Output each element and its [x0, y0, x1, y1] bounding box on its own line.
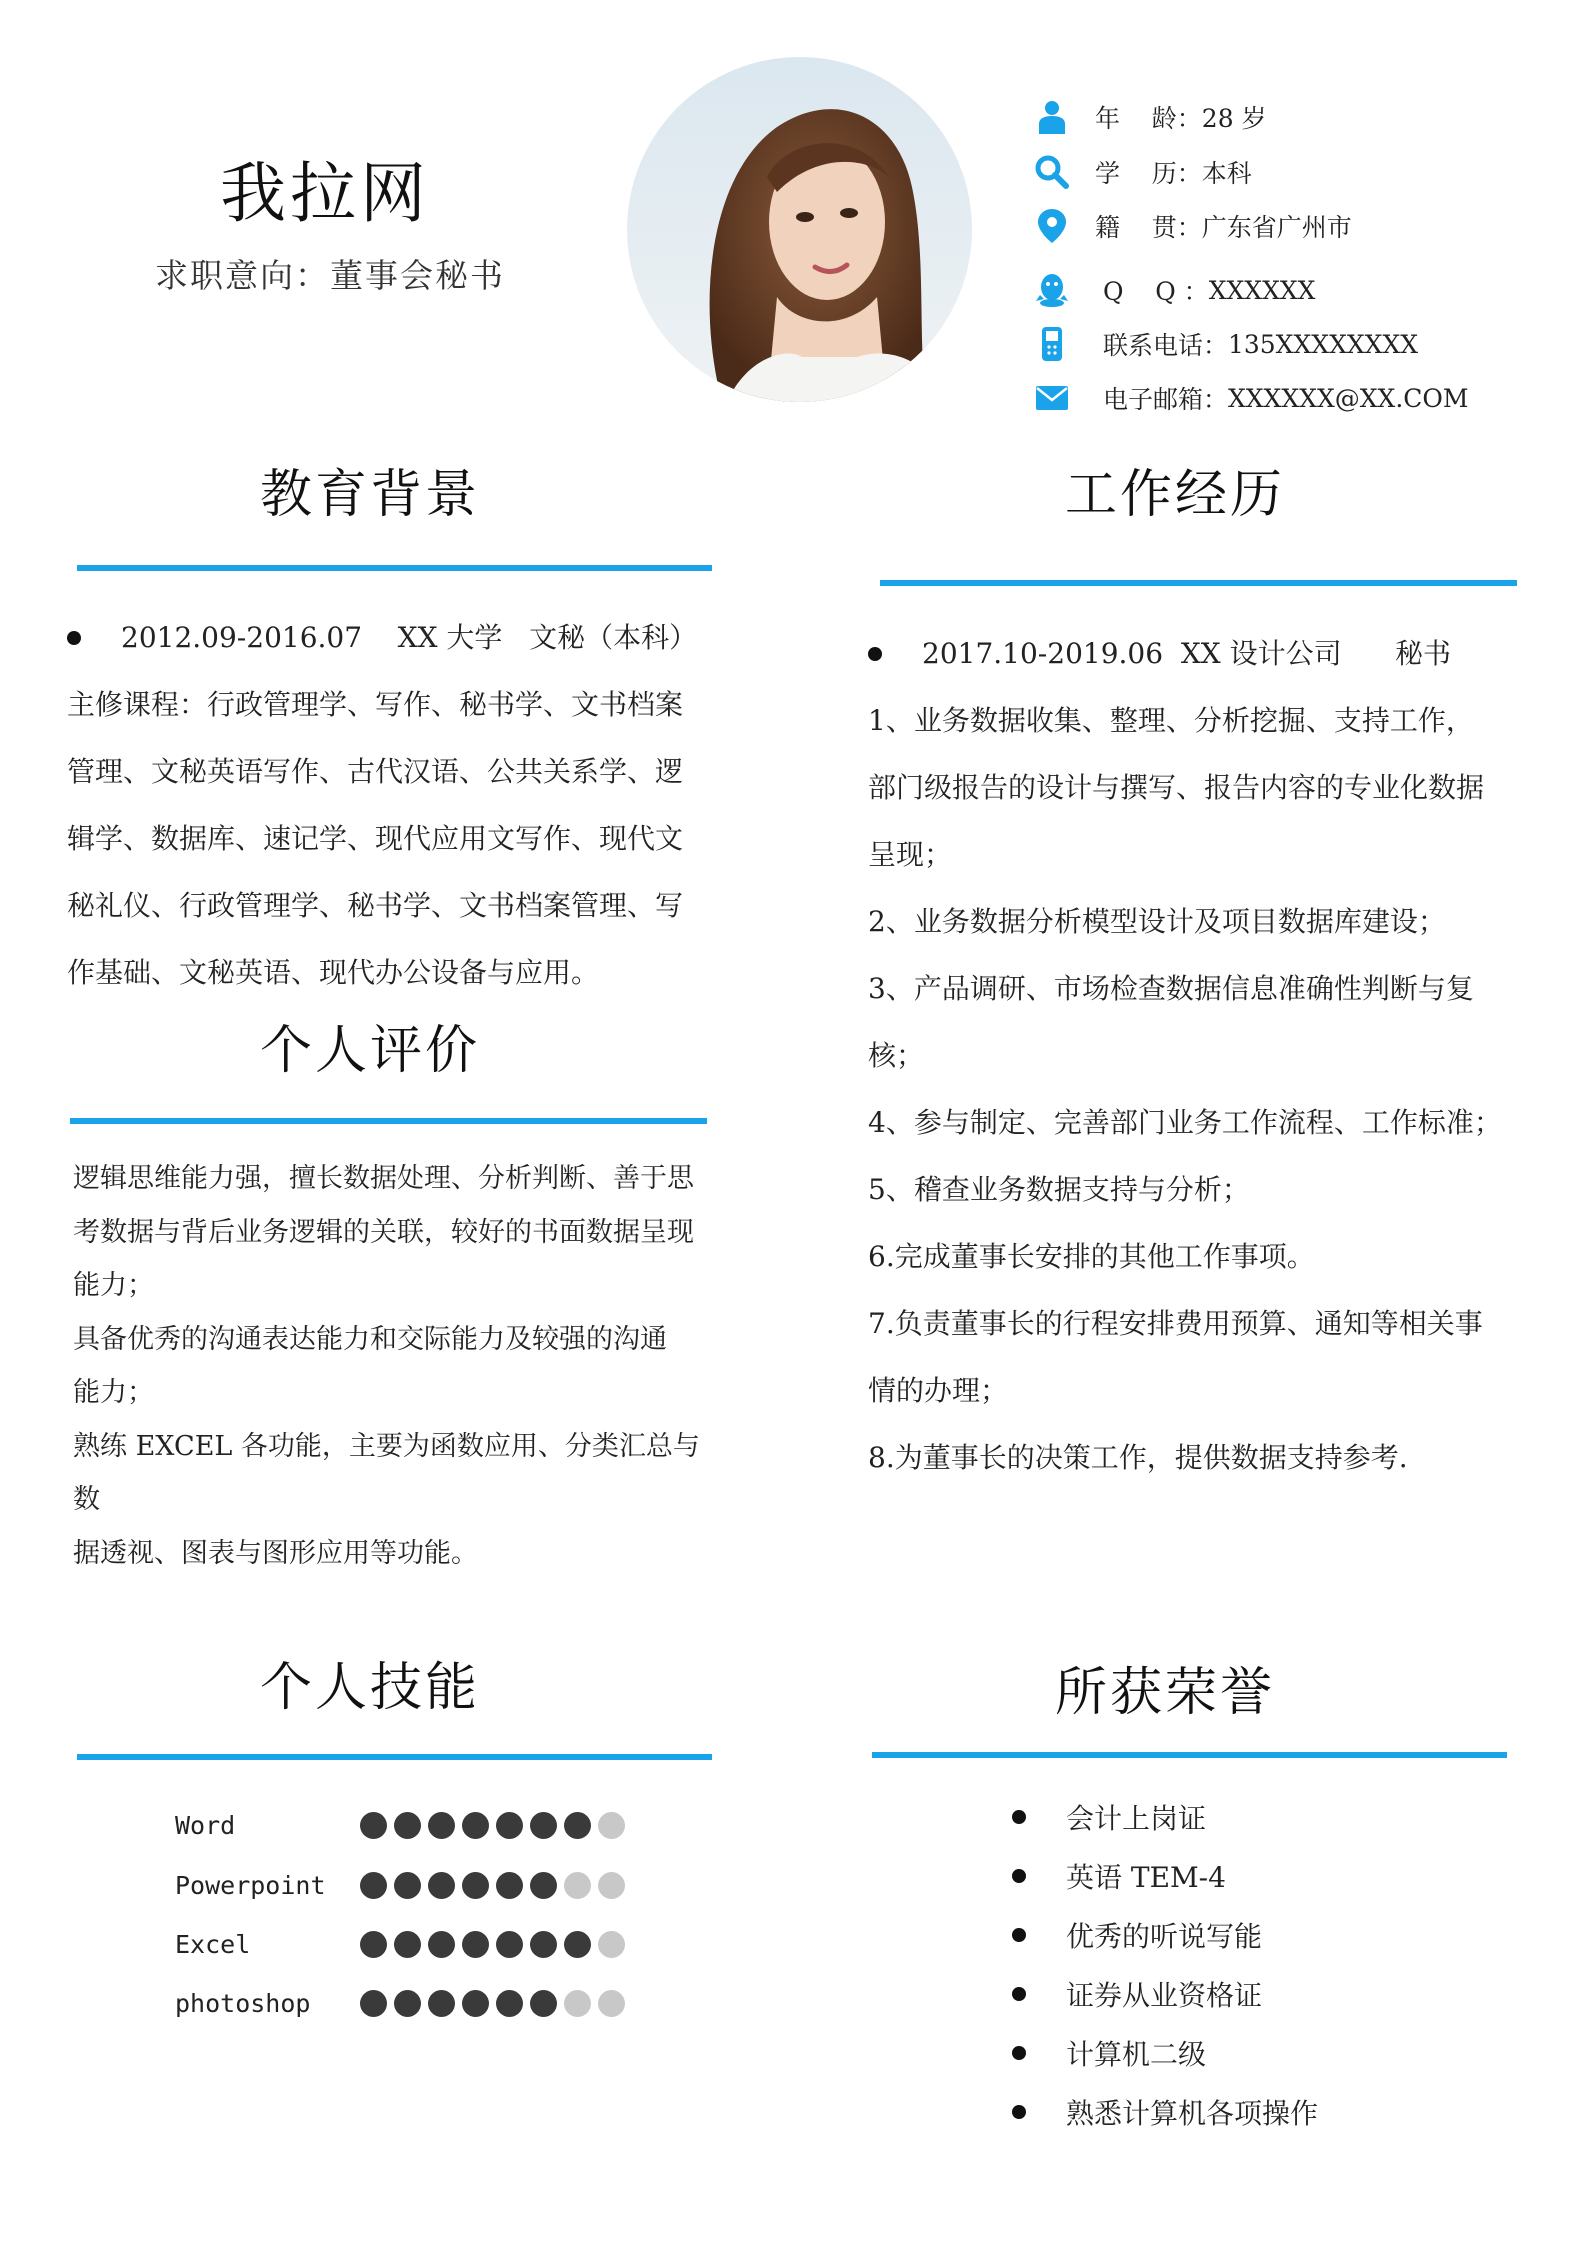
rating-dot-filled: [462, 1812, 489, 1839]
envelope-icon: [1035, 381, 1069, 415]
info-label: 电子邮箱：: [1095, 385, 1228, 414]
rating-dot-filled: [564, 1931, 591, 1958]
candidate-name: 我拉网: [220, 155, 430, 232]
info-value: 广东省广州市: [1201, 213, 1352, 242]
rating-dot-filled: [530, 1990, 557, 2017]
person-icon: [1035, 100, 1069, 134]
honor-text: 证券从业资格证: [1066, 1979, 1263, 2012]
evaluation-line: 逻辑思维能力强，擅长数据处理、分析判断、善于思: [73, 1163, 694, 1194]
rating-dot-empty: [564, 1990, 591, 2017]
info-email: [1035, 378, 1469, 418]
education-line: 管理、文秘英语写作、古代汉语、公共关系学、逻: [67, 755, 684, 788]
rating-dot-filled: [564, 1812, 591, 1839]
work-line: 核；: [868, 1039, 925, 1072]
bullet-dot: [1012, 2046, 1026, 2060]
work-entry: [868, 620, 1528, 687]
rating-dot-filled: [394, 1872, 421, 1899]
work-line: 部门级报告的设计与撰写、报告内容的专业化数据: [868, 771, 1485, 804]
work-title: 工作经历: [1064, 465, 1285, 525]
qq-icon: [1035, 273, 1069, 307]
work-line: 3、产品调研、市场检查数据信息准确性判断与复: [868, 972, 1474, 1005]
info-value: XXXXXX: [1208, 275, 1316, 305]
info-value: 135XXXXXXXX: [1227, 329, 1419, 359]
info-label: 联系电话：: [1095, 331, 1228, 360]
rating-dot-filled: [530, 1812, 557, 1839]
skill-name: Powerpoint: [175, 1870, 326, 1900]
rating-dot-filled: [428, 1812, 455, 1839]
rating-dot-filled: [394, 1990, 421, 2017]
honor-text: 会计上岗证: [1066, 1802, 1207, 1835]
work-line: 情的办理；: [868, 1374, 1009, 1407]
skill-row: [175, 1924, 632, 1964]
work-line: 5、稽查业务数据支持与分析；: [868, 1173, 1250, 1206]
work-line: 1、业务数据收集、整理、分析挖掘、支持工作，: [868, 704, 1474, 737]
rating-dot-filled: [428, 1872, 455, 1899]
rating-dot-filled: [496, 1872, 523, 1899]
bullet-dot: [1012, 1810, 1026, 1824]
skill-rating: [360, 1872, 632, 1899]
bullet-dot: [1012, 2105, 1026, 2119]
education-title: 教育背景: [259, 465, 480, 525]
honor-item: [1012, 1974, 1262, 2014]
mobile-phone-icon: [1035, 327, 1069, 361]
education-line: 辑学、数据库、速记学、现代应用文写作、现代文: [67, 822, 684, 855]
info-label: Q Q ：: [1095, 277, 1209, 306]
rating-dot-filled: [496, 1812, 523, 1839]
bullet-dot: [1012, 1987, 1026, 2001]
skill-row: [175, 1805, 632, 1845]
skill-row: [175, 1865, 632, 1905]
rating-dot-filled: [462, 1990, 489, 2017]
work-line: 8.为董事长的决策工作，提供数据支持参考.: [868, 1441, 1408, 1474]
rating-dot-filled: [360, 1872, 387, 1899]
honors-rule: [872, 1752, 1507, 1758]
honor-item: [1012, 2033, 1206, 2073]
work-entry-text: 2017.10-2019.06 XX 设计公司 秘书: [922, 637, 1452, 670]
info-label: 学 历：: [1095, 159, 1202, 188]
work-content: [868, 620, 1528, 1491]
rating-dot-empty: [598, 1812, 625, 1839]
honor-item: [1012, 2092, 1318, 2132]
education-rule: [77, 565, 712, 571]
evaluation-line: 熟练 EXCEL 各功能，主要为函数应用、分类汇总与数: [73, 1430, 700, 1515]
work-rule: [880, 580, 1517, 586]
skills-title: 个人技能: [259, 1658, 480, 1718]
profile-photo: [627, 57, 972, 402]
rating-dot-filled: [428, 1931, 455, 1958]
work-line: 呈现；: [868, 838, 953, 871]
info-hometown: [1035, 206, 1352, 246]
education-entry: [67, 604, 727, 671]
evaluation-line: 能力；: [73, 1270, 154, 1301]
evaluation-line: 具备优秀的沟通表达能力和交际能力及较强的沟通: [73, 1323, 667, 1355]
rating-dot-filled: [360, 1812, 387, 1839]
evaluation-line: 考数据与背后业务逻辑的关联，较好的书面数据呈现: [73, 1216, 694, 1248]
rating-dot-filled: [530, 1872, 557, 1899]
education-line: 主修课程：行政管理学、写作、秘书学、文书档案: [67, 688, 684, 721]
info-label: 年 龄：: [1095, 104, 1202, 133]
location-pin-icon: [1035, 209, 1069, 243]
education-line: 作基础、文秘英语、现代办公设备与应用。: [67, 956, 600, 989]
info-education: [1035, 152, 1252, 192]
evaluation-title: 个人评价: [259, 1021, 480, 1081]
evaluation-line: 能力；: [73, 1377, 154, 1408]
education-line: 秘礼仪、行政管理学、秘书学、文书档案管理、写: [67, 889, 684, 922]
work-line: 7.负责董事长的行程安排费用预算、通知等相关事: [868, 1307, 1483, 1340]
rating-dot-filled: [496, 1931, 523, 1958]
skill-name: Excel: [175, 1929, 251, 1959]
honor-text: 计算机二级: [1066, 2038, 1207, 2071]
honor-item: [1012, 1797, 1206, 1837]
education-content: [67, 604, 727, 1006]
rating-dot-empty: [598, 1931, 625, 1958]
rating-dot-filled: [428, 1990, 455, 2017]
rating-dot-empty: [598, 1990, 625, 2017]
info-value: XXXXXX@XX.COM: [1227, 383, 1469, 413]
rating-dot-filled: [530, 1931, 557, 1958]
bullet-dot: [1012, 1869, 1026, 1883]
skills-rule: [77, 1754, 712, 1760]
info-label: 籍 贯：: [1095, 213, 1202, 242]
info-value: 本科: [1201, 159, 1252, 188]
skill-rating: [360, 1931, 632, 1958]
work-line: 4、参与制定、完善部门业务工作流程、工作标准；: [868, 1106, 1502, 1139]
rating-dot-filled: [360, 1931, 387, 1958]
honors-title: 所获荣誉: [1054, 1663, 1275, 1723]
evaluation-line: 据透视、图表与图形应用等功能。: [73, 1537, 478, 1569]
bullet-dot: [1012, 1928, 1026, 1942]
honor-item: [1012, 1856, 1226, 1896]
bullet-dot: [67, 631, 81, 645]
skill-name: photoshop: [175, 1988, 311, 2018]
skill-row: [175, 1983, 632, 2023]
info-value: 28 岁: [1201, 104, 1267, 133]
rating-dot-filled: [394, 1931, 421, 1958]
rating-dot-filled: [462, 1872, 489, 1899]
rating-dot-filled: [496, 1990, 523, 2017]
honor-text: 熟悉计算机各项操作: [1066, 2097, 1319, 2130]
rating-dot-empty: [598, 1872, 625, 1899]
work-line: 6.完成董事长安排的其他工作事项。: [868, 1240, 1315, 1273]
skill-name: Word: [175, 1810, 236, 1840]
honor-text: 英语 TEM-4: [1066, 1861, 1226, 1894]
rating-dot-filled: [462, 1931, 489, 1958]
rating-dot-empty: [564, 1872, 591, 1899]
education-entry-text: 2012.09-2016.07 XX 大学 文秘（本科）: [121, 621, 698, 654]
info-phone: [1035, 324, 1418, 364]
work-line: 2、业务数据分析模型设计及项目数据库建设；: [868, 905, 1446, 938]
search-icon: [1035, 155, 1069, 189]
evaluation-content: [73, 1152, 723, 1580]
rating-dot-filled: [394, 1812, 421, 1839]
info-qq: [1035, 270, 1315, 310]
honor-item: [1012, 1915, 1262, 1955]
skill-rating: [360, 1990, 632, 2017]
evaluation-rule: [70, 1118, 707, 1124]
skill-rating: [360, 1812, 632, 1839]
info-age: [1035, 97, 1267, 137]
job-intent: 求职意向：董事会秘书: [155, 256, 505, 295]
rating-dot-filled: [360, 1990, 387, 2017]
bullet-dot: [868, 647, 882, 661]
honor-text: 优秀的听说写能: [1066, 1920, 1263, 1953]
